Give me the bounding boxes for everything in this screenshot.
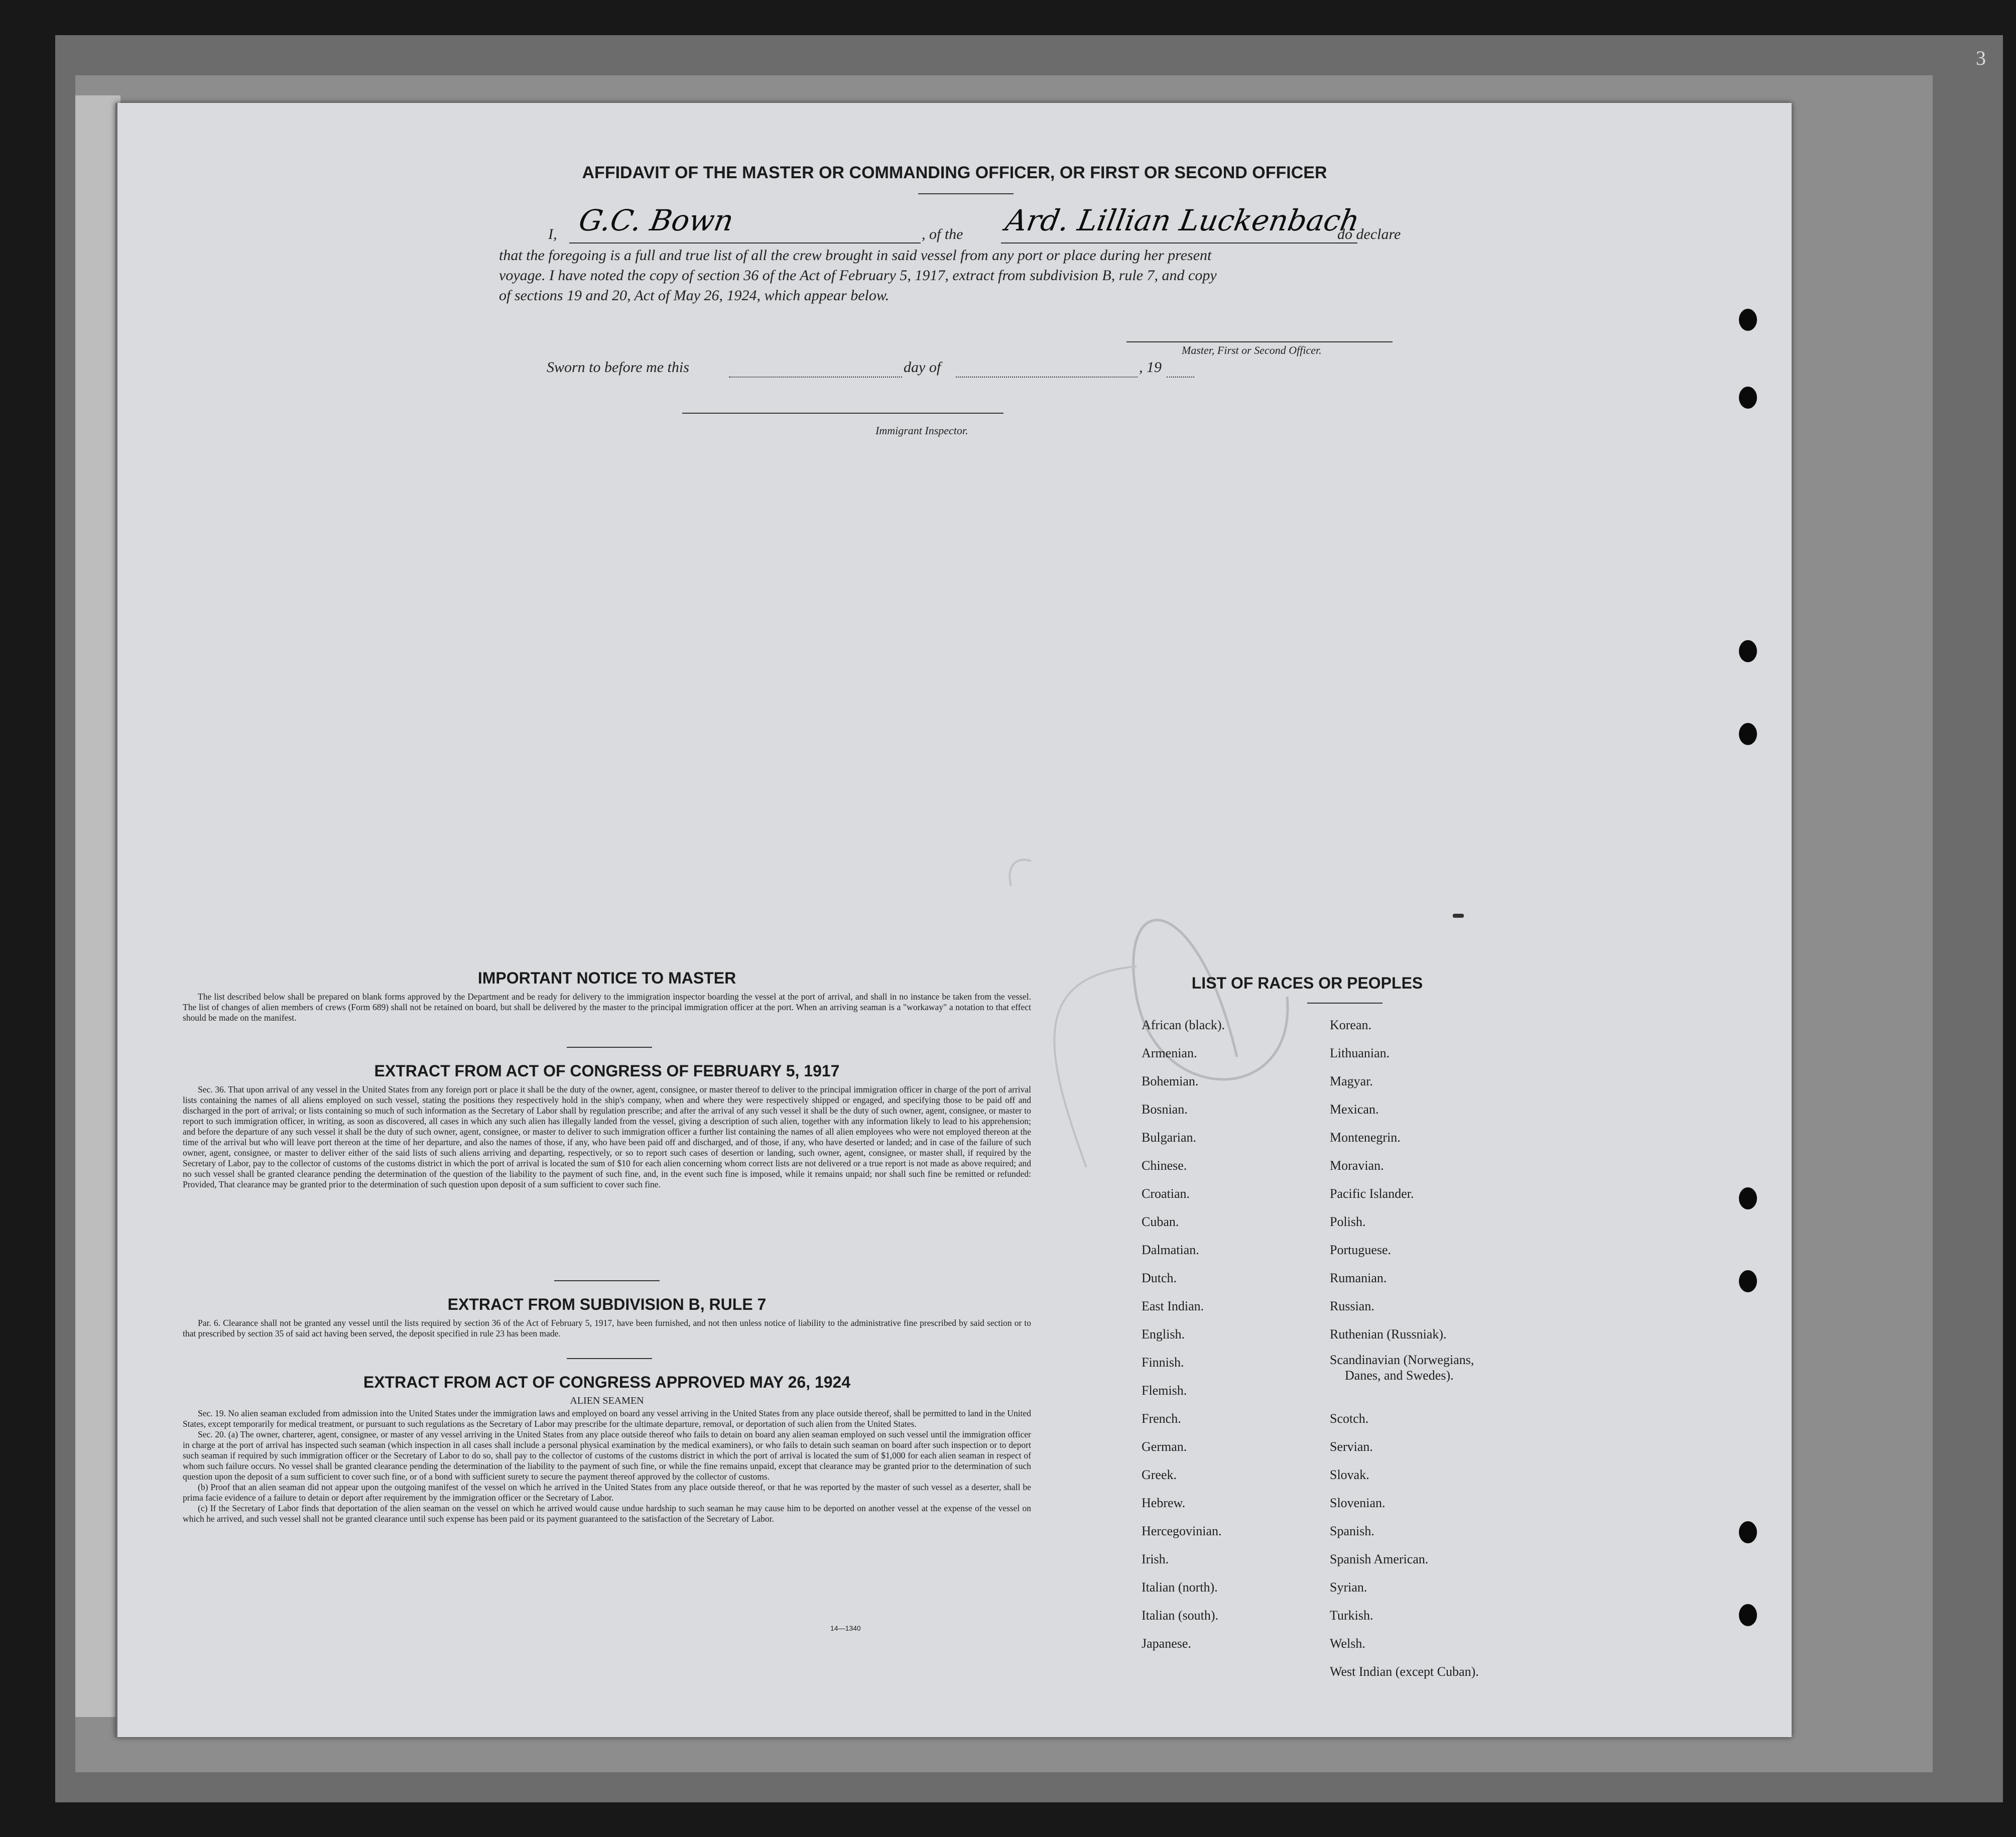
subdivision-b-title: EXTRACT FROM SUBDIVISION B, RULE 7 — [447, 1295, 767, 1313]
binder-hole — [1739, 1604, 1757, 1626]
race-item: Korean. — [1330, 1018, 1372, 1032]
race-item: Lithuanian. — [1330, 1046, 1390, 1060]
master-label: Master, First or Second Officer. — [1182, 344, 1322, 356]
race-item: Servian. — [1330, 1439, 1373, 1454]
notice-text — [183, 992, 1031, 1023]
race-item: Italian (north). — [1142, 1580, 1218, 1595]
race-item: Welsh. — [1330, 1636, 1365, 1651]
race-item: Flemish. — [1142, 1383, 1187, 1398]
race-item: Slovak. — [1330, 1467, 1369, 1482]
race-item: Rumanian. — [1330, 1271, 1387, 1285]
inspector-label: Immigrant Inspector. — [875, 424, 968, 437]
race-item: Italian (south). — [1142, 1608, 1219, 1623]
race-item: French. — [1142, 1411, 1181, 1426]
race-item: Dalmatian. — [1142, 1243, 1199, 1257]
affidavit-declare: do declare — [1337, 226, 1401, 242]
binder-hole — [1739, 309, 1757, 331]
race-item: Bulgarian. — [1142, 1130, 1197, 1145]
notice-paragraph: The list described below shall be prepared on blank forms approved by the Department and be ready for delivery to the immigration inspector boarding the vessel at the port of arrival, and shall in no instance be taken from the vessel. The list of changes of alien members of crews (Form 689) shall not be retained on board, but shall be delivered by the master to the principal immigration officer at the port. When an arriving seaman is a "workaway" a notation to that effect should be made on the manifest. — [183, 992, 1031, 1023]
sec-20b-paragraph: (b) Proof that an alien seaman did not appear upon the outgoing manifest of the vessel on which he arrived in the United States from any place outside thereof, or that he was reported by the master of such vessel as a deserter, shall be prima facie evidence of a failure to detain or deport after requirement by the immigration officer or the Secretary of Labor. — [183, 1482, 1031, 1503]
vessel-name-line — [1001, 242, 1357, 243]
race-item: African (black). — [1142, 1018, 1225, 1032]
race-item: Scandinavian (Norwegians, — [1330, 1353, 1474, 1367]
race-item: East Indian. — [1142, 1299, 1204, 1313]
race-item: Japanese. — [1142, 1636, 1191, 1651]
race-item: Ruthenian (Russniak). — [1330, 1327, 1447, 1341]
race-item: Mexican. — [1330, 1102, 1379, 1117]
race-item: Portuguese. — [1330, 1243, 1392, 1257]
binder-hole — [1739, 723, 1757, 745]
sworn-day-line — [729, 377, 902, 378]
race-item: Danes, and Swedes). — [1345, 1368, 1454, 1383]
race-item: Russian. — [1330, 1299, 1374, 1313]
race-item: Spanish. — [1330, 1524, 1374, 1538]
binder-hole — [1739, 640, 1757, 662]
extract-1924-text — [183, 1408, 1031, 1524]
races-title-rule — [1307, 1003, 1382, 1004]
notice-title: IMPORTANT NOTICE TO MASTER — [477, 969, 736, 987]
race-item: Croatian. — [1142, 1186, 1190, 1201]
race-item: Armenian. — [1142, 1046, 1197, 1060]
race-item: Syrian. — [1330, 1580, 1367, 1595]
sworn-prefix: Sworn to before me this — [547, 359, 689, 376]
binder-hole — [1739, 1187, 1757, 1209]
race-item: Pacific Islander. — [1330, 1186, 1414, 1201]
race-item: Montenegrin. — [1330, 1130, 1401, 1145]
title-rule — [918, 193, 1014, 194]
form-number: 14—1340 — [830, 1624, 861, 1632]
race-item: Cuban. — [1142, 1214, 1179, 1229]
sworn-year-line — [1167, 377, 1194, 378]
faint-pencil-mark — [986, 846, 1438, 1298]
section-rule — [554, 1280, 660, 1281]
sworn-month-line — [956, 377, 1138, 378]
binder-hole — [1739, 1521, 1757, 1543]
day-of-label: day of — [904, 359, 941, 376]
race-item: Irish. — [1142, 1552, 1169, 1566]
binder-hole — [1739, 387, 1757, 409]
race-item: Dutch. — [1142, 1271, 1177, 1285]
ink-speck — [1453, 914, 1464, 918]
subdivision-b-text — [183, 1318, 1031, 1339]
race-item: Polish. — [1330, 1214, 1366, 1229]
master-signature-line — [1126, 341, 1393, 342]
underlying-page-edge — [75, 95, 120, 1717]
affidavit-line-3: voyage. I have noted the copy of section 36 of the Act of February 5, 1917, extract from subdivision B, rule 7, and copy — [499, 267, 1217, 284]
extract-1917-title: EXTRACT FROM ACT OF CONGRESS OF FEBRUARY 5, 1917 — [374, 1062, 840, 1080]
section-rule — [567, 1047, 652, 1048]
race-item: Chinese. — [1142, 1158, 1187, 1173]
extract-1917-text — [183, 1084, 1031, 1190]
race-item: English. — [1142, 1327, 1185, 1341]
affidavit-title: AFFIDAVIT OF THE MASTER OR COMMANDING OFFICER, OR FIRST OR SECOND OFFICER — [582, 163, 1327, 182]
affidavit-i: I, — [548, 226, 557, 242]
race-item: Magyar. — [1330, 1074, 1373, 1088]
sec-20c-paragraph: (c) If the Secretary of Labor finds that deportation of the alien seaman on the vessel on which he arrived would cause undue hardship to such seaman he may cause him to be deported on another vessel at the expense of the vessel on which he arrived, and such vessel shall not be granted clearance until such expense has been paid or its payment guaranteed to the satisfaction of the Secretary of Labor. — [183, 1503, 1031, 1524]
race-item: Hercegovinian. — [1142, 1524, 1222, 1538]
extract-1924-title: EXTRACT FROM ACT OF CONGRESS APPROVED MAY 26, 1924 — [363, 1373, 851, 1391]
section-rule — [567, 1358, 652, 1359]
sec-19-paragraph: Sec. 19. No alien seaman excluded from admission into the United States under the immigration laws and employed on board any vessel arriving in the United States from any place outside thereof, shall be permitted to land in the United States, except temporarily for medical treatment, or pursuant to such regulations as the Secretary of Labor may prescribe for the ultimate departure, removal, or deportation of such alien from the United States. — [183, 1408, 1031, 1429]
race-item: West Indian (except Cuban). — [1330, 1664, 1479, 1679]
race-item: Bohemian. — [1142, 1074, 1199, 1088]
race-item: German. — [1142, 1439, 1187, 1454]
race-item: Finnish. — [1142, 1355, 1184, 1370]
races-title: LIST OF RACES OR PEOPLES — [1191, 974, 1423, 992]
page-number: 3 — [1976, 47, 1986, 69]
race-item: Scotch. — [1330, 1411, 1369, 1426]
race-item: Turkish. — [1330, 1608, 1373, 1623]
affidavit-line-2: that the foregoing is a full and true list of all the crew brought in said vessel from any port or place during her present — [499, 247, 1212, 264]
signer-name-handwritten: G.C. Bown — [576, 203, 736, 237]
race-item: Spanish American. — [1330, 1552, 1429, 1566]
race-item: Greek. — [1142, 1467, 1177, 1482]
vessel-name-handwritten: Ard. Lillian Luckenbach — [1003, 203, 1362, 237]
race-item: Moravian. — [1330, 1158, 1384, 1173]
race-item: Hebrew. — [1142, 1496, 1186, 1510]
binder-hole — [1739, 1270, 1757, 1292]
sec-20a-paragraph: Sec. 20. (a) The owner, charterer, agent, consignee, or master of any vessel arriving in the United States from any place outside thereof who fails to detain on board any alien seaman employed on such vessel until the immigration officer in charge at the port of arrival has inspected such seaman (which inspection in all cases shall include a personal physical examination by the medical examiners), or who fails to detain such seaman on board after such inspection or to deport such seaman if required by such immigration officer or the Secretary of Labor to do so, shall pay to the collector of customs of the customs district in which the port of arrival is located the sum of $1,000 for each alien seaman in respect of whom such failure occurs. No vessel shall be granted clearance pending the determination of the liability to the payment of such fine, or while the fine remains unpaid, except that clearance may be granted prior to the determination of such question upon the deposit of a sum sufficient to cover such fine, or of a bond with sufficient surety to secure the payment thereof approved by the collector of customs. — [183, 1429, 1031, 1482]
subdivision-b-paragraph: Par. 6. Clearance shall not be granted any vessel until the lists required by section 36 of the Act of February 5, 1917, have been furnished, and not then unless notice of liability to the administrative fine prescribed by said section or to that prescribed by section 35 of said act having been served, the deposit specified in rule 23 has been made. — [183, 1318, 1031, 1338]
race-item: Bosnian. — [1142, 1102, 1188, 1117]
inspector-signature-line — [682, 413, 1003, 414]
race-item: Slovenian. — [1330, 1496, 1385, 1510]
year-prefix: , 19 — [1139, 359, 1162, 376]
affidavit-of-the: , of the — [922, 226, 963, 242]
affidavit-line-4: of sections 19 and 20, Act of May 26, 1924, which appear below. — [499, 287, 890, 304]
extract-1917-paragraph: Sec. 36. That upon arrival of any vessel in the United States from any foreign port or place it shall be the duty of the owner, agent, consignee, or master thereof to deliver to the principal immigration officer in charge of the port of arrival lists containing the names of all aliens employed on such vessel, stating the positions they respectively hold in the ship's company, when and where they were respectively shipped or engaged, and specifying those to be paid off and discharged in the port of arrival; or lists containing so much of such information as the Secretary of Labor shall by regulation prescribe; and after the arrival of any such vessel it shall be the duty of such owner, agent, consignee, or master to report to such immigration officer, in writing, as soon as discovered, all cases in which any such alien has illegally landed from the vessel, giving a description of such alien, together with any information likely to lead to his apprehension; and before the departure of any such vessel it shall be the duty of such owner, agent, consignee, or master to deliver to such immigration officer a further list containing the names of all alien employees who were not employed thereon at the time of the arrival but who will leave port thereon at the time of her departure, and also the names of those, if any, who have been paid off and discharged, and of those, if any, who have deserted or landed; and in case of the failure of such owner, agent, consignee, or master to deliver either of the said lists of such aliens arriving and departing, respectively, or so to report such cases of desertion or landing, such owner, agent, consignee, or master shall, if required by the Secretary of Labor, pay to the collector of customs of the customs district in which the port of arrival is located the sum of $10 for each alien concerning whom correct lists are not delivered or a true report is not made as above required; and no such vessel shall be granted clearance pending the determination of the question of the liability to the payment of such fine, and, in the event such fine is imposed, while it remains unpaid; nor shall such fine be remitted or refunded: Provided, That clearance may be granted prior to the determination of such question upon deposit of a sum sufficient to cover such fine. — [183, 1084, 1031, 1189]
extract-1924-subtitle: ALIEN SEAMEN — [570, 1395, 644, 1406]
signer-name-line — [569, 242, 921, 243]
document-page — [115, 103, 1792, 1737]
